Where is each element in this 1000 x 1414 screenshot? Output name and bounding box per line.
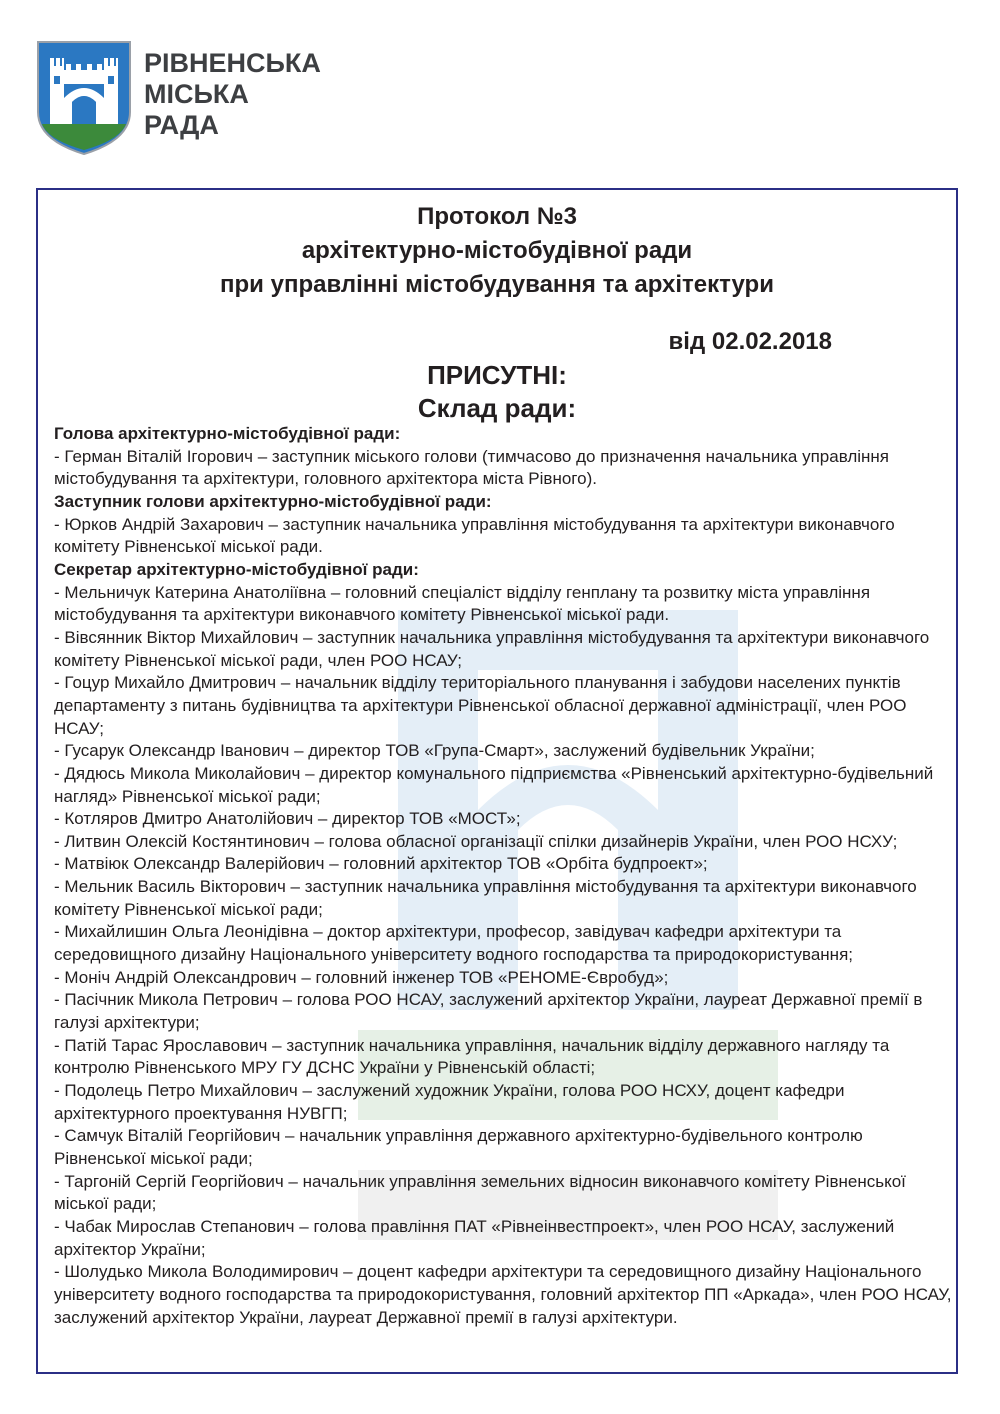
protocol-subtitle-2: при управлінні містобудування та архітектури bbox=[220, 271, 774, 298]
member-entry: - Чабак Мирослав Степанович – голова правління ПАТ «Рівнеінвестпроект», член РОО НСАУ, заслужений архітектор України; bbox=[54, 1216, 895, 1259]
member-entry: - Гоцур Михайло Дмитрович – начальник відділу територіального планування і забудови населених пунктів департаменту з питань будівництва та архітектури Рівненської обласної державної адміністрації, член РОО НСАУ; bbox=[54, 673, 907, 738]
members-list bbox=[54, 423, 956, 1329]
org-name-line: РІВНЕНСЬКА bbox=[144, 48, 321, 78]
protocol-subtitle: архітектурно-містобудівної ради bbox=[301, 237, 693, 264]
coat-of-arms-icon bbox=[36, 40, 132, 156]
role-heading: Заступник голови архітектурно-містобудівної ради: bbox=[54, 491, 492, 511]
org-name-line: РАДА bbox=[144, 110, 219, 140]
org-name bbox=[144, 48, 404, 141]
protocol-date: від 02.02.2018 bbox=[668, 328, 832, 355]
member-entry: - Подолець Петро Михайлович – заслужений художник України, голова РОО НСХУ, доцент кафедри архітектурного проектування НУВГП; bbox=[54, 1081, 845, 1123]
member-entry: - Дядюсь Микола Миколайович – директор комунального підприємства «Рівненський архітектурно-будівельний нагляд» Рівненської міської ради; bbox=[54, 763, 934, 806]
member-entry: - Котляров Дмитро Анатолійович – директор ТОВ «МОСТ»; bbox=[54, 809, 521, 829]
member-entry: - Вівсянник Віктор Михайлович – заступник начальника управління містобудування та архітектури виконавчого комітету Рівненської міської ради, член РОО НСАУ; bbox=[54, 627, 930, 670]
member-entry: - Шолудько Микола Володимирович – доцент кафедри архітектури та середовищного дизайну Національного університету водного господарства та природокористування, головний архітектор ПП «Аркада», член РОО НСАУ, заслужений архітектор України, лауреат Державної премії в галузі архітектури. bbox=[54, 1262, 952, 1327]
member-entry: - Мельник Василь Вікторович – заступник начальника управління містобудування та архітектури виконавчого комітету Рівненської міської ради; bbox=[54, 877, 917, 919]
member-entry: - Юрков Андрій Захарович – заступник начальника управління містобудування та архітектури виконавчого комітету Рівненської міської ради. bbox=[54, 514, 895, 557]
org-name-line: МІСЬКА bbox=[144, 79, 249, 109]
member-entry: - Матвіюк Олександр Валерійович – головний архітектор ТОВ «Орбіта будпроект»; bbox=[54, 854, 708, 874]
member-entry: - Патій Тарас Ярославович – заступник начальника управління, начальник відділу державного нагляду та контролю Рівненського МРУ ГУ ДСНС України у Рівненській області; bbox=[54, 1035, 890, 1078]
member-entry: - Самчук Віталій Георгійович – начальник управління державного архітектурно-будівельного контролю Рівненської міської ради; bbox=[54, 1126, 863, 1168]
present-heading: ПРИСУТНІ: bbox=[427, 360, 567, 390]
member-entry: - Таргоній Сергій Георгійович – начальник управління земельних відносин виконавчого комітету Рівненської міської ради; bbox=[54, 1171, 906, 1214]
member-entry: - Михайлишин Ольга Леонідівна – доктор архітектури, професор, завідувач кафедри архітектури та середовищного дизайну Національного університету водного господарства та природокористування; bbox=[54, 922, 853, 965]
member-entry: - Герман Віталій Ігорович – заступник міського голови (тимчасово до призначення начальника управління містобудування та архітектури, головного архітектора міста Рівного). bbox=[54, 446, 890, 489]
member-entry: - Литвин Олексій Костянтинович – голова обласної організації спілки дизайнерів України, член РОО НСХУ; bbox=[54, 831, 898, 851]
member-entry: - Моніч Андрій Олександрович – головний інженер ТОВ «РЕНОМЕ-Євробуд»; bbox=[54, 967, 669, 987]
role-heading: Голова архітектурно-містобудівної ради: bbox=[54, 424, 401, 443]
member-entry: - Пасічник Микола Петрович – голова РОО НСАУ, заслужений архітектор України, лауреат Державної премії в галузі архітектури; bbox=[54, 990, 923, 1033]
protocol-title: Протокол №3 bbox=[417, 203, 577, 230]
role-heading: Секретар архітектурно-містобудівної ради: bbox=[54, 559, 419, 579]
member-entry: - Мельничук Катерина Анатоліївна – головний спеціаліст відділу генплану та розвитку міста управління містобудування та архітектури виконавчого комітету Рівненської міської ради. bbox=[54, 582, 871, 625]
council-heading: Склад ради: bbox=[417, 393, 577, 423]
member-entry: - Гусарук Олександр Іванович – директор ТОВ «Група-Смарт», заслужений будівельник України; bbox=[54, 741, 815, 761]
protocol-frame bbox=[36, 188, 958, 1374]
